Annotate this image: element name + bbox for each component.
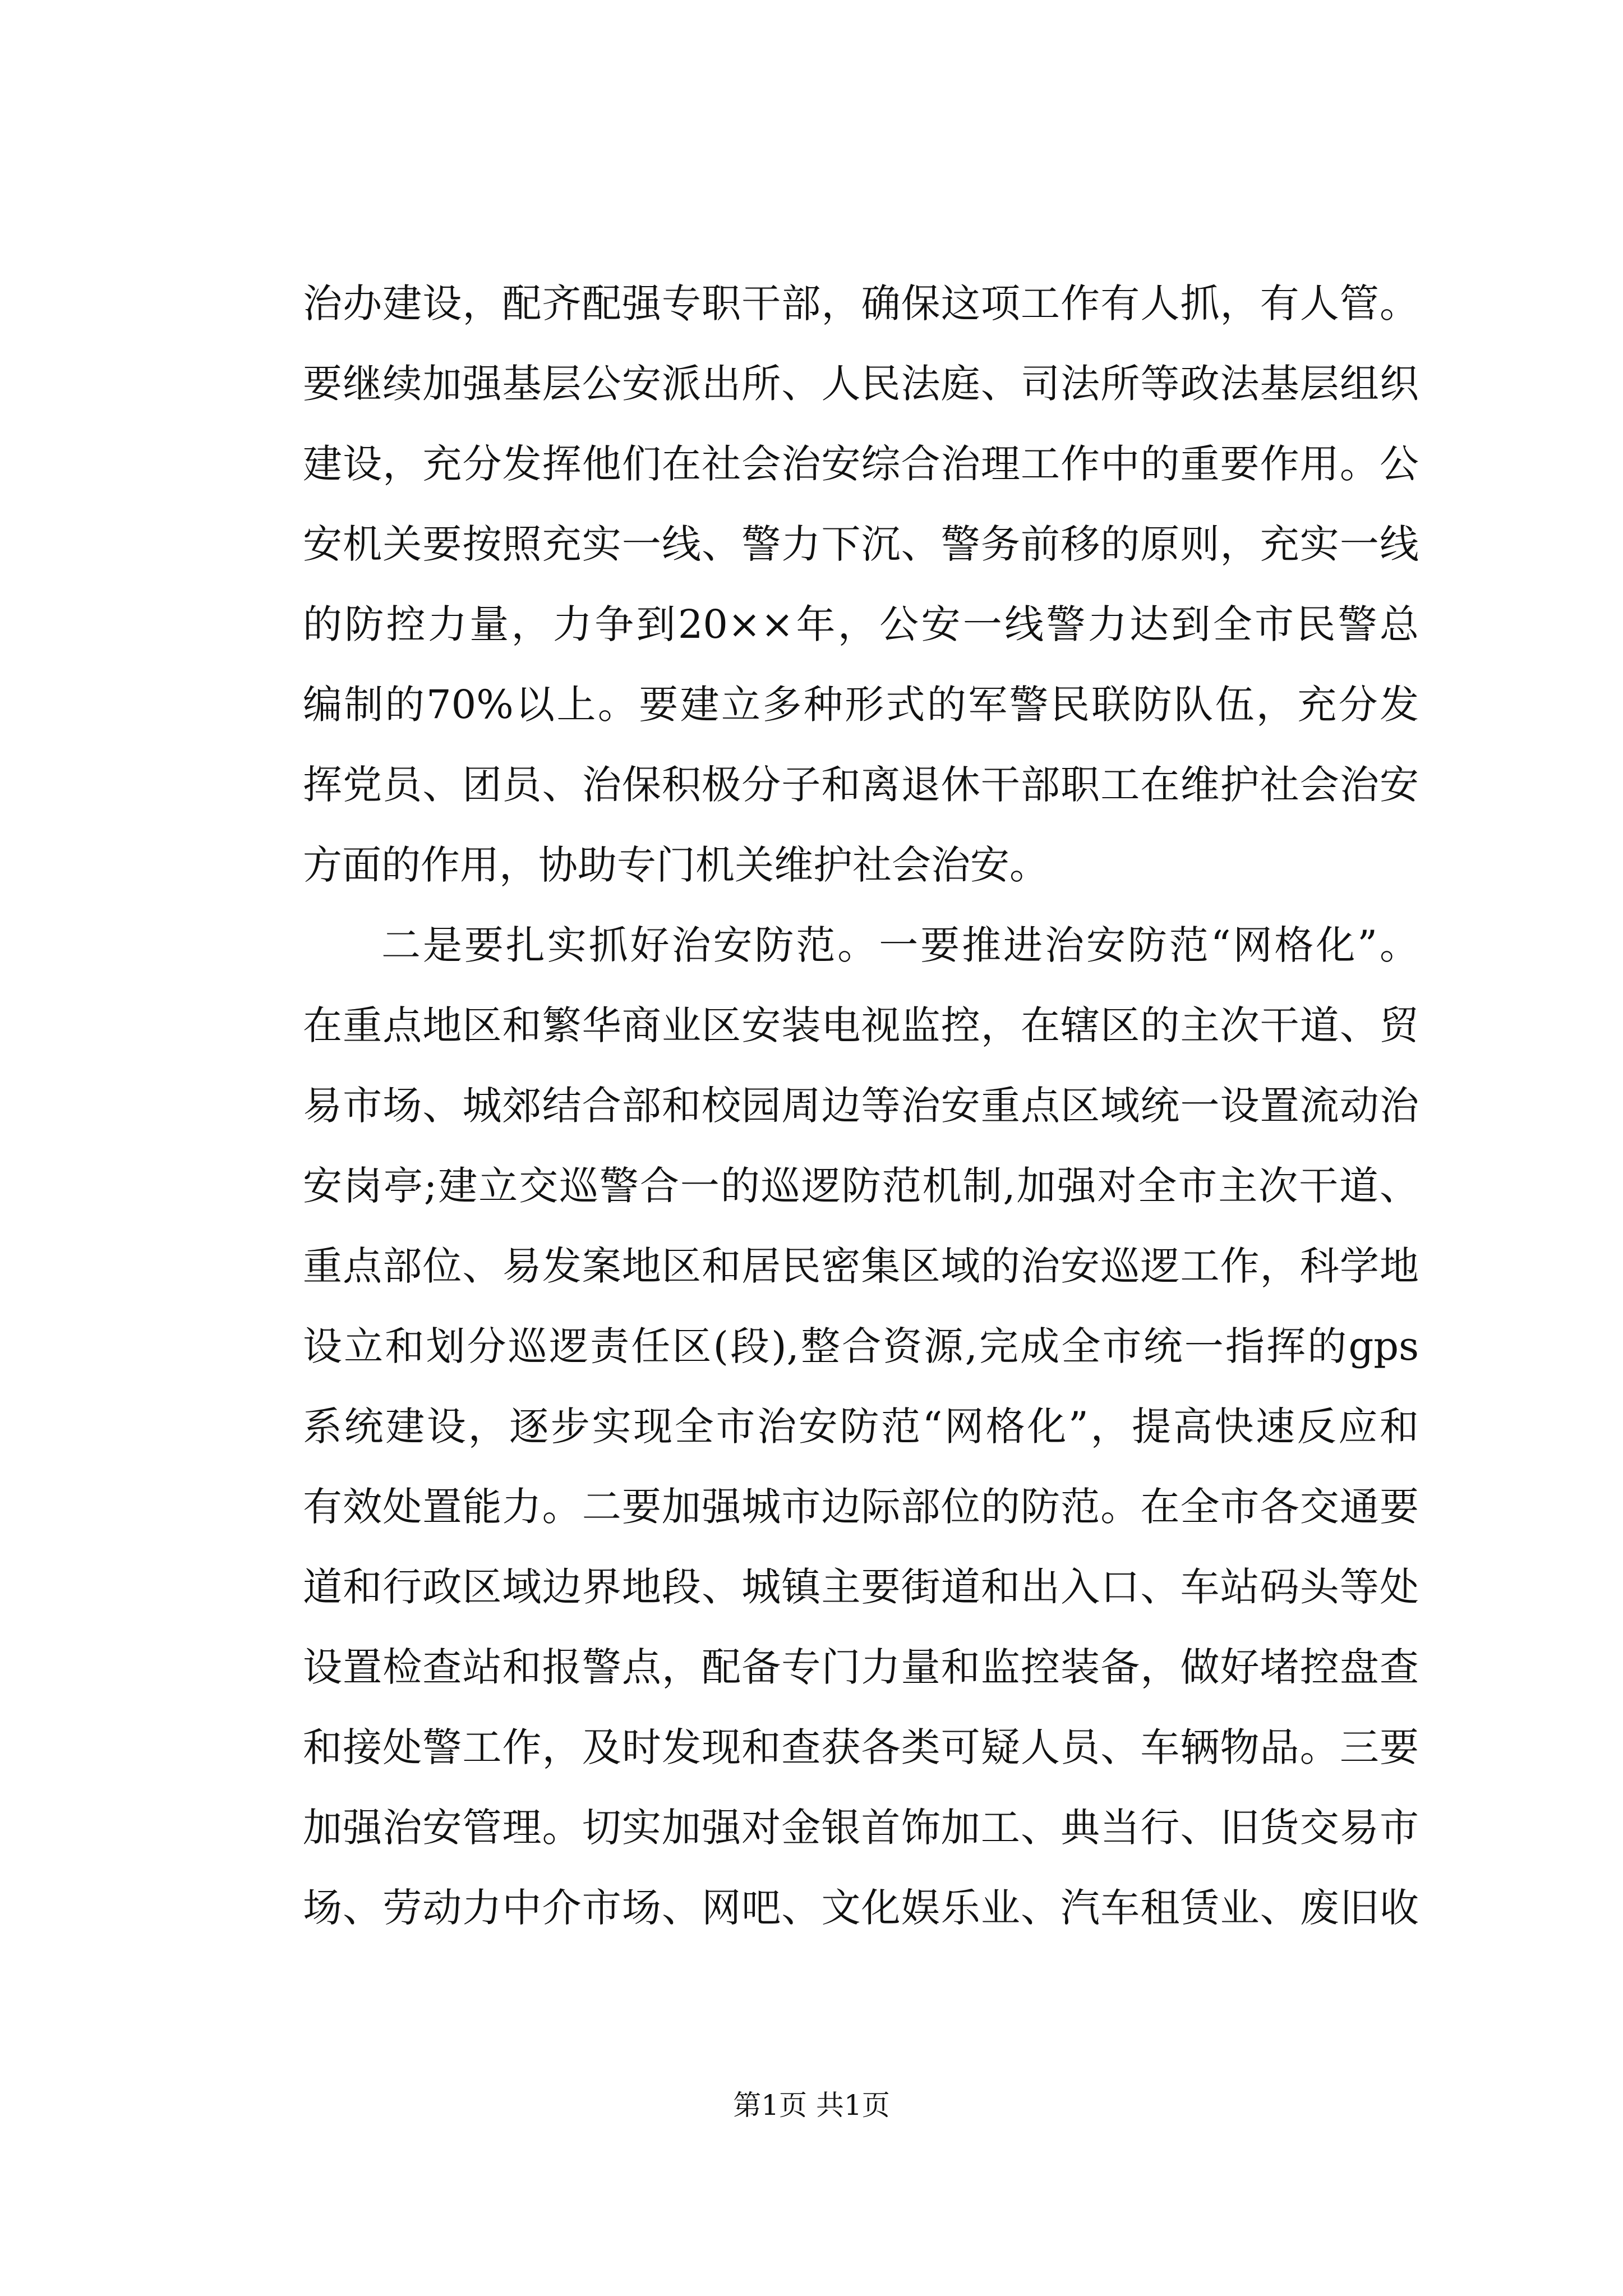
text-line: 设置检查站和报警点，配备专门力量和监控装备，做好堵控盘查 (303, 1644, 1419, 1690)
body-text (303, 264, 1419, 1948)
text-line: 治办建设，配齐配强专职干部，确保这项工作有人抓，有人管。 (303, 280, 1419, 326)
text-line: 重点部位、易发案地区和居民密集区域的治安巡逻工作，科学地 (303, 1243, 1419, 1289)
paragraph-first-line: 二是要扎实抓好治安防范。一要推进治安防范“网格化”。 (381, 922, 1419, 968)
text-line: 在重点地区和繁华商业区安装电视监控，在辖区的主次干道、贸 (303, 1002, 1419, 1048)
text-line: 系统建设，逐步实现全市治安防范“网格化”，提高快速反应和 (303, 1404, 1419, 1450)
text-line: 挥党员、团员、治保积极分子和离退休干部职工在维护社会治安 (303, 762, 1419, 808)
text-line: 易市场、城郊结合部和校园周边等治安重点区域统一设置流动治 (303, 1083, 1419, 1129)
text-line: 加强治安管理。切实加强对金银首饰加工、典当行、旧货交易市 (303, 1805, 1419, 1851)
text-line: 方面的作用，协助专门机关维护社会治安。 (303, 842, 1049, 888)
text-line: 和接处警工作，及时发现和查获各类可疑人员、车辆物品。三要 (303, 1724, 1419, 1770)
text-line: 设立和划分巡逻责任区(段),整合资源,完成全市统一指挥的gps (303, 1323, 1419, 1369)
text-line: 道和行政区域边界地段、城镇主要街道和出入口、车站码头等处 (303, 1564, 1419, 1610)
text-line: 编制的70%以上。要建立多种形式的军警民联防队伍，充分发 (303, 682, 1419, 728)
text-line: 有效处置能力。二要加强城市边际部位的防范。在全市各交通要 (303, 1484, 1419, 1530)
page-number-footer: 第1页 共1页 (733, 2089, 890, 2122)
text-line: 安机关要按照充实一线、警力下沉、警务前移的原则，充实一线 (303, 521, 1419, 567)
text-line: 安岗亭;建立交巡警合一的巡逻防范机制,加强对全市主次干道、 (303, 1163, 1419, 1209)
text-line: 建设，充分发挥他们在社会治安综合治理工作中的重要作用。公 (303, 441, 1419, 487)
text-line: 场、劳动力中介市场、网吧、文化娱乐业、汽车租赁业、废旧收 (303, 1885, 1419, 1931)
text-line: 要继续加强基层公安派出所、人民法庭、司法所等政法基层组织 (303, 361, 1419, 407)
text-line: 的防控力量，力争到20××年，公安一线警力达到全市民警总 (303, 601, 1419, 647)
